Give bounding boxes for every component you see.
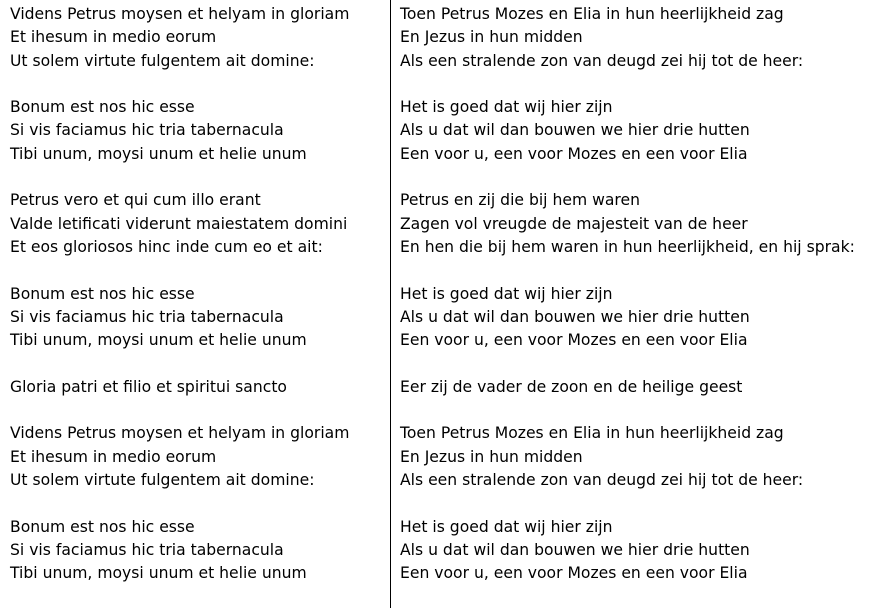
- stanza-gap: [10, 492, 386, 515]
- column-divider: [390, 0, 391, 608]
- dutch-line: Een voor u, een voor Mozes en een voor Elia: [400, 144, 748, 163]
- stanza-gap: [10, 73, 386, 96]
- dutch-line: Als een stralende zon van deugd zei hij tot de heer:: [400, 470, 804, 489]
- dutch-line: En Jezus in hun midden: [400, 447, 583, 466]
- latin-line: Ut solem virtute fulgentem ait domine:: [10, 51, 315, 70]
- latin-line: Petrus vero et qui cum illo erant: [10, 191, 261, 210]
- stanza-gap: [400, 73, 880, 96]
- latin-line: Et ihesum in medio eorum: [10, 447, 217, 466]
- stanza-gap: [400, 492, 880, 515]
- dutch-line: Het is goed dat wij hier zijn: [400, 517, 613, 536]
- latin-line: Et ihesum in medio eorum: [10, 28, 217, 47]
- latin-line: Videns Petrus moysen et helyam in gloriam: [10, 5, 350, 23]
- stanza-gap: [400, 352, 880, 375]
- dutch-line: Als u dat wil dan bouwen we hier drie hutten: [400, 121, 750, 140]
- latin-line: Et eos gloriosos hinc inde cum eo et ait:: [10, 237, 323, 256]
- latin-line: Bonum est nos hic esse: [10, 284, 195, 303]
- stanza-gap: [400, 166, 880, 189]
- dutch-column: [400, 3, 880, 585]
- latin-line: Si vis faciamus hic tria tabernacula: [10, 540, 284, 559]
- latin-line: Si vis faciamus hic tria tabernacula: [10, 307, 284, 326]
- latin-line: Bonum est nos hic esse: [10, 517, 195, 536]
- dutch-line: En Jezus in hun midden: [400, 28, 583, 47]
- stanza-gap: [10, 399, 386, 422]
- stanza-gap: [400, 399, 880, 422]
- dutch-line: Eer zij de vader de zoon en de heilige geest: [400, 377, 743, 396]
- latin-line: Valde letificati viderunt maiestatem domini: [10, 214, 348, 233]
- dutch-line: Toen Petrus Mozes en Elia in hun heerlijkheid zag: [400, 5, 784, 23]
- stanza-gap: [10, 352, 386, 375]
- dutch-line: Een voor u, een voor Mozes en een voor Elia: [400, 331, 748, 350]
- latin-line: Ut solem virtute fulgentem ait domine:: [10, 470, 315, 489]
- latin-line: Bonum est nos hic esse: [10, 98, 195, 117]
- stanza-gap: [10, 166, 386, 189]
- dutch-line: Het is goed dat wij hier zijn: [400, 98, 613, 117]
- dutch-line: Toen Petrus Mozes en Elia in hun heerlijkheid zag: [400, 424, 784, 443]
- dutch-line: Petrus en zij die bij hem waren: [400, 191, 640, 210]
- latin-line: Gloria patri et filio et spiritui sancto: [10, 377, 287, 396]
- dutch-line: En hen die bij hem waren in hun heerlijkheid, en hij sprak:: [400, 237, 855, 256]
- dutch-line: Als u dat wil dan bouwen we hier drie hutten: [400, 540, 750, 559]
- dutch-line: Een voor u, een voor Mozes en een voor Elia: [400, 564, 748, 583]
- dutch-line: Als u dat wil dan bouwen we hier drie hutten: [400, 307, 750, 326]
- latin-line: Videns Petrus moysen et helyam in gloriam: [10, 424, 350, 443]
- latin-line: Tibi unum, moysi unum et helie unum: [10, 144, 307, 163]
- stanza-gap: [10, 259, 386, 282]
- latin-line: Si vis faciamus hic tria tabernacula: [10, 121, 284, 140]
- latin-column: [10, 3, 386, 585]
- dutch-line: Als een stralende zon van deugd zei hij tot de heer:: [400, 51, 804, 70]
- latin-line: Tibi unum, moysi unum et helie unum: [10, 331, 307, 350]
- stanza-gap: [400, 259, 880, 282]
- dutch-line: Het is goed dat wij hier zijn: [400, 284, 613, 303]
- dutch-line: Zagen vol vreugde de majesteit van de heer: [400, 214, 748, 233]
- latin-line: Tibi unum, moysi unum et helie unum: [10, 564, 307, 583]
